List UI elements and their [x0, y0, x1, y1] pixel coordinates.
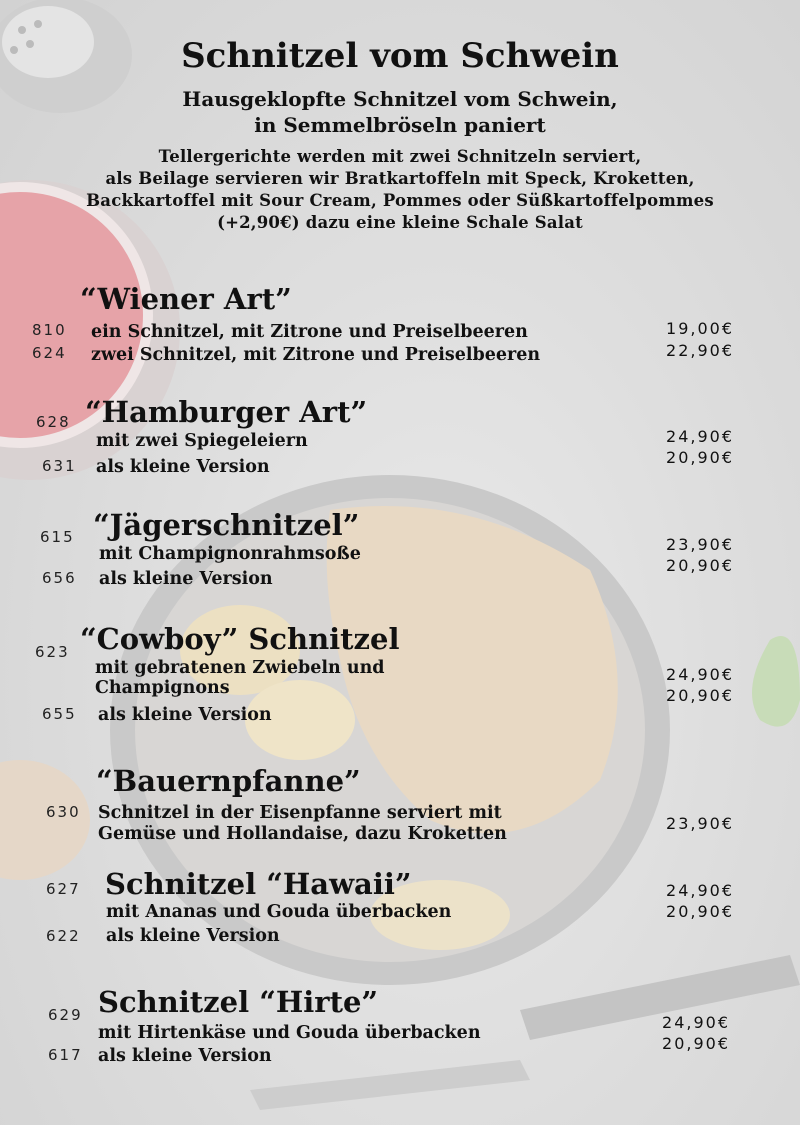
item-description: als kleine Version	[106, 926, 280, 946]
item-price: 19,00€	[666, 319, 734, 338]
item-number: 622	[46, 927, 81, 945]
subtitle-line: Hausgeklopfte Schnitzel vom Schwein,	[182, 87, 618, 111]
item-price: 20,90€	[666, 902, 734, 921]
item-price: 23,90€	[666, 814, 734, 833]
dish-title-jaeger: “Jägerschnitzel”	[93, 508, 360, 542]
item-description: mit zwei Spiegeleiern	[96, 431, 308, 451]
item-number: 615	[40, 528, 75, 546]
item-description: als kleine Version	[96, 457, 270, 477]
item-price: 20,90€	[662, 1034, 730, 1053]
page-subtitle	[0, 86, 800, 138]
dish-title-hawaii: Schnitzel “Hawaii”	[105, 867, 412, 901]
item-number: 810	[32, 321, 67, 339]
item-number: 623	[35, 643, 70, 661]
item-price: 20,90€	[666, 686, 734, 705]
item-number: 629	[48, 1006, 83, 1024]
item-number: 624	[32, 344, 67, 362]
item-description: zwei Schnitzel, mit Zitrone und Preiselbeeren	[91, 345, 541, 365]
item-price: 24,90€	[666, 881, 734, 900]
item-price: 24,90€	[662, 1013, 730, 1032]
item-description: als kleine Version	[98, 1046, 272, 1066]
item-price: 20,90€	[666, 556, 734, 575]
dish-title-bauernpfanne: “Bauernpfanne”	[96, 764, 361, 798]
item-description: als kleine Version	[99, 569, 273, 589]
info-line: Backkartoffel mit Sour Cream, Pommes oder Süßkartoffelpommes	[86, 191, 714, 210]
dish-title-cowboy: “Cowboy” Schnitzel	[80, 622, 400, 656]
page-title: Schnitzel vom Schwein	[181, 36, 619, 76]
dish-title-hirte: Schnitzel “Hirte”	[98, 985, 379, 1019]
item-number: 628	[36, 413, 71, 431]
item-price: 20,90€	[666, 448, 734, 467]
dish-title-wiener: “Wiener Art”	[80, 282, 292, 316]
item-price: 22,90€	[666, 341, 734, 360]
item-description: Champignons	[95, 678, 230, 698]
serving-info	[0, 146, 800, 234]
item-description: Schnitzel in der Eisenpfanne serviert mit	[98, 803, 502, 823]
info-line: Tellergerichte werden mit zwei Schnitzeln serviert,	[158, 147, 642, 166]
item-description: ein Schnitzel, mit Zitrone und Preiselbeeren	[91, 322, 528, 342]
item-description: Gemüse und Hollandaise, dazu Kroketten	[98, 824, 507, 844]
item-number: 630	[46, 803, 81, 821]
item-price: 24,90€	[666, 665, 734, 684]
item-price: 24,90€	[666, 427, 734, 446]
info-line: (+2,90€) dazu eine kleine Schale Salat	[217, 213, 583, 232]
item-description: als kleine Version	[98, 705, 272, 725]
dish-title-hamburger: “Hamburger Art”	[85, 395, 368, 429]
item-number: 617	[48, 1046, 83, 1064]
info-line: als Beilage servieren wir Bratkartoffeln mit Speck, Kroketten,	[105, 169, 695, 188]
item-number: 656	[42, 569, 77, 587]
item-number: 627	[46, 880, 81, 898]
item-description: mit Ananas und Gouda überbacken	[106, 902, 452, 922]
item-description: mit gebratenen Zwiebeln und	[95, 658, 385, 678]
item-price: 23,90€	[666, 535, 734, 554]
item-number: 655	[42, 705, 77, 723]
item-description: mit Hirtenkäse und Gouda überbacken	[98, 1023, 481, 1043]
item-description: mit Champignonrahmsoße	[99, 544, 361, 564]
subtitle-line: in Semmelbröseln paniert	[254, 113, 546, 137]
item-number: 631	[42, 457, 77, 475]
